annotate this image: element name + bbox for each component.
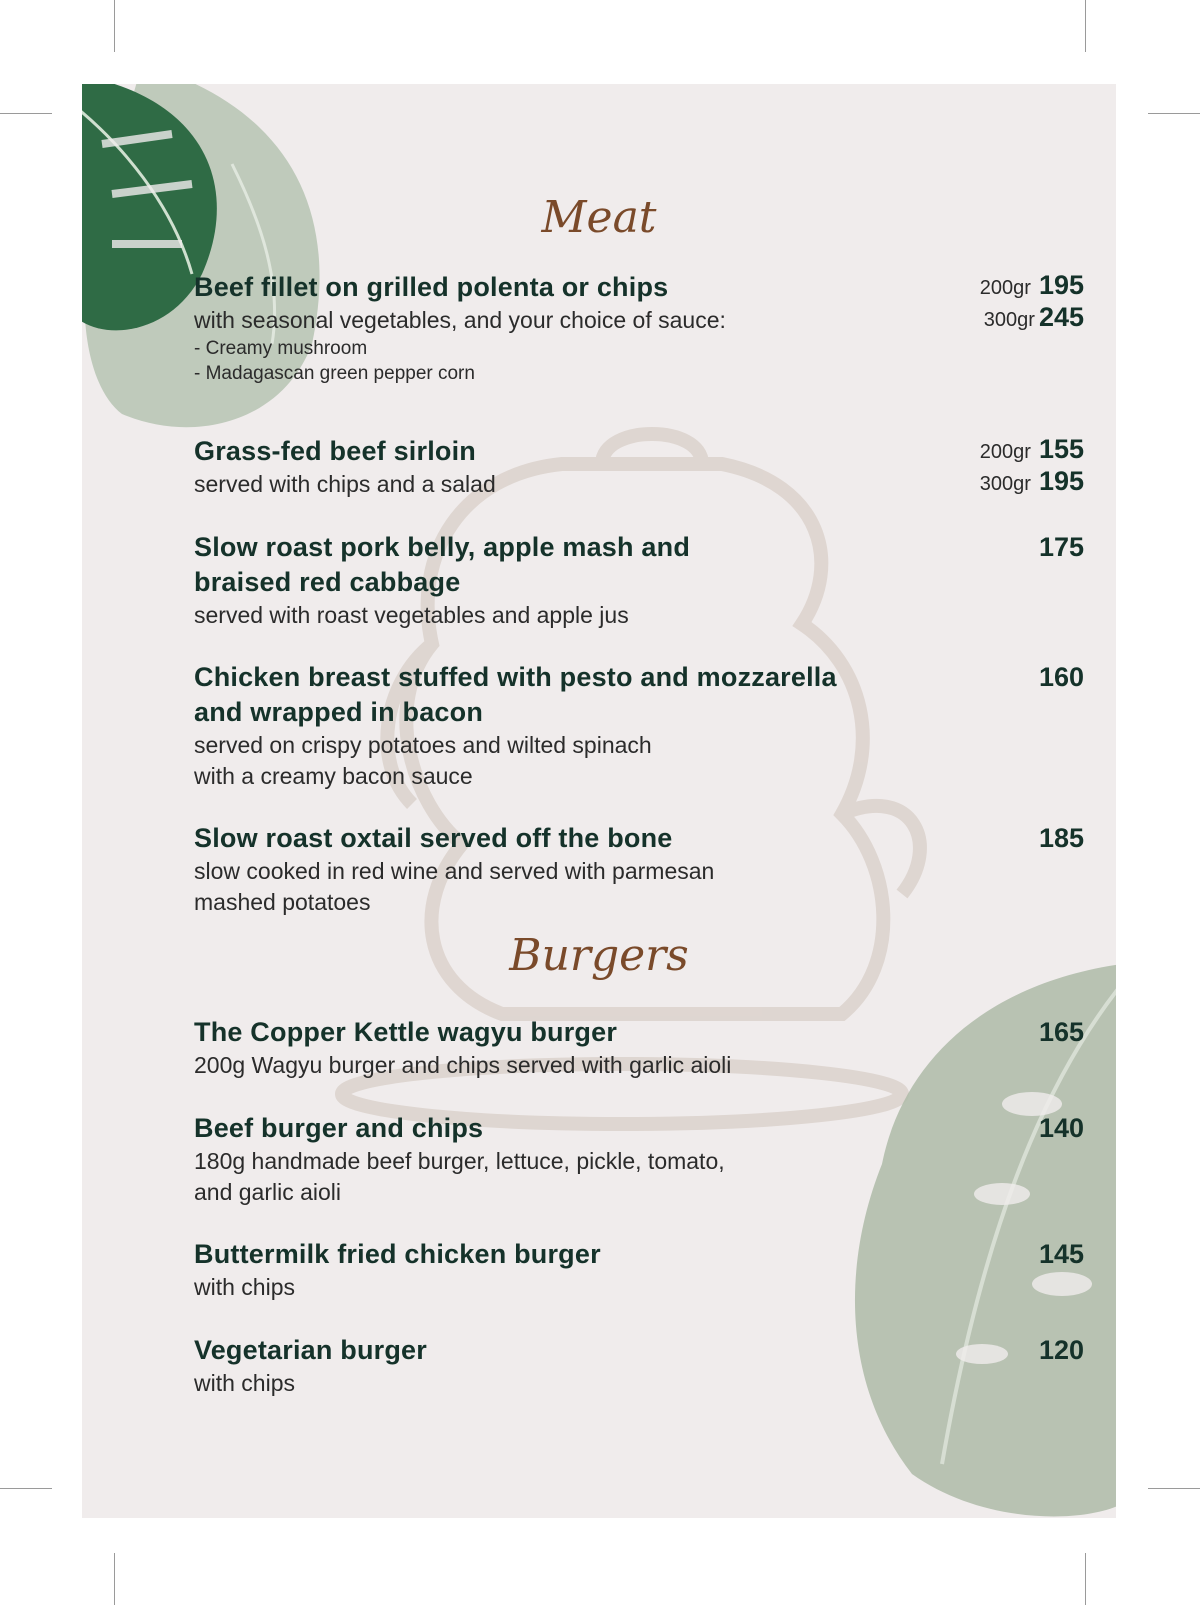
crop-mark bbox=[114, 0, 115, 52]
menu-page bbox=[82, 84, 1116, 1518]
item-price: 140 bbox=[1038, 1113, 1084, 1143]
item-name: Buttermilk fried chicken burger bbox=[194, 1239, 601, 1269]
item-name: Grass-fed beef sirloin bbox=[194, 436, 476, 466]
item-name: Vegetarian burger bbox=[194, 1335, 427, 1365]
crop-mark bbox=[1085, 1553, 1086, 1605]
menu-item-beef-burger bbox=[194, 1111, 1084, 1208]
menu-item-chicken-burger bbox=[194, 1237, 1084, 1303]
menu-item-beef-sirloin bbox=[194, 434, 1084, 500]
price-size-row bbox=[980, 270, 1084, 301]
item-name: Beef burger and chips bbox=[194, 1113, 484, 1143]
menu-item-vegetarian-burger bbox=[194, 1333, 1084, 1399]
item-description: with chips bbox=[194, 1370, 295, 1396]
item-description-line: with a creamy bacon sauce bbox=[194, 763, 473, 789]
menu-item-pork-belly bbox=[194, 530, 1084, 631]
price-size-row bbox=[980, 466, 1084, 497]
item-description-line: and garlic aioli bbox=[194, 1179, 342, 1205]
item-description-line: slow cooked in red wine and served with parmesan bbox=[194, 858, 715, 884]
crop-mark bbox=[0, 113, 52, 114]
item-name-line: braised red cabbage bbox=[194, 567, 461, 597]
item-name-line: and wrapped in bacon bbox=[194, 697, 484, 727]
item-price: 195 bbox=[1038, 466, 1084, 496]
item-price: 245 bbox=[1038, 302, 1084, 332]
menu-item-chicken-breast bbox=[194, 660, 1084, 792]
section-title-burgers: Burgers bbox=[509, 930, 689, 981]
portion-weight: 300gr bbox=[979, 473, 1031, 495]
item-price: 195 bbox=[1038, 270, 1084, 300]
crop-mark bbox=[1085, 0, 1086, 52]
portion-weight: 200gr bbox=[979, 277, 1031, 299]
item-description-line: served on crispy potatoes and wilted spinach bbox=[194, 732, 652, 758]
item-price: 120 bbox=[1038, 1335, 1084, 1365]
item-price: 160 bbox=[1038, 662, 1084, 692]
portion-weight: 300gr bbox=[983, 309, 1035, 331]
item-name: The Copper Kettle wagyu burger bbox=[194, 1017, 618, 1047]
menu-item-wagyu-burger bbox=[194, 1015, 1084, 1081]
item-name-line: Chicken breast stuffed with pesto and mozzarella bbox=[194, 662, 837, 692]
item-price: 175 bbox=[1038, 532, 1084, 562]
price-size-row bbox=[980, 434, 1084, 465]
price-size-row bbox=[984, 302, 1084, 333]
item-description: with seasonal vegetables, and your choice of sauce: bbox=[194, 307, 726, 333]
item-description: with chips bbox=[194, 1274, 295, 1300]
crop-mark bbox=[114, 1553, 115, 1605]
sauce-option: - Creamy mushroom bbox=[194, 338, 368, 359]
crop-mark bbox=[0, 1488, 52, 1489]
item-name-line: Slow roast pork belly, apple mash and bbox=[194, 532, 691, 562]
item-price: 185 bbox=[1038, 823, 1084, 853]
section-title-meat: Meat bbox=[541, 192, 657, 243]
item-description-line: 180g handmade beef burger, lettuce, pickle, tomato, bbox=[194, 1148, 725, 1174]
item-description: 200g Wagyu burger and chips served with garlic aioli bbox=[194, 1052, 732, 1078]
item-description: served with chips and a salad bbox=[194, 471, 496, 497]
menu-item-beef-fillet bbox=[194, 270, 1084, 386]
item-description: served with roast vegetables and apple jus bbox=[194, 602, 629, 628]
menu-item-oxtail bbox=[194, 821, 1084, 918]
item-description-line: mashed potatoes bbox=[194, 889, 371, 915]
item-name: Beef fillet on grilled polenta or chips bbox=[194, 272, 669, 302]
item-price: 165 bbox=[1038, 1017, 1084, 1047]
sauce-option: - Madagascan green pepper corn bbox=[194, 363, 475, 384]
item-price: 155 bbox=[1038, 434, 1084, 464]
portion-weight: 200gr bbox=[979, 441, 1031, 463]
crop-mark bbox=[1148, 1488, 1200, 1489]
crop-mark bbox=[1148, 113, 1200, 114]
item-price: 145 bbox=[1038, 1239, 1084, 1269]
item-name: Slow roast oxtail served off the bone bbox=[194, 823, 673, 853]
